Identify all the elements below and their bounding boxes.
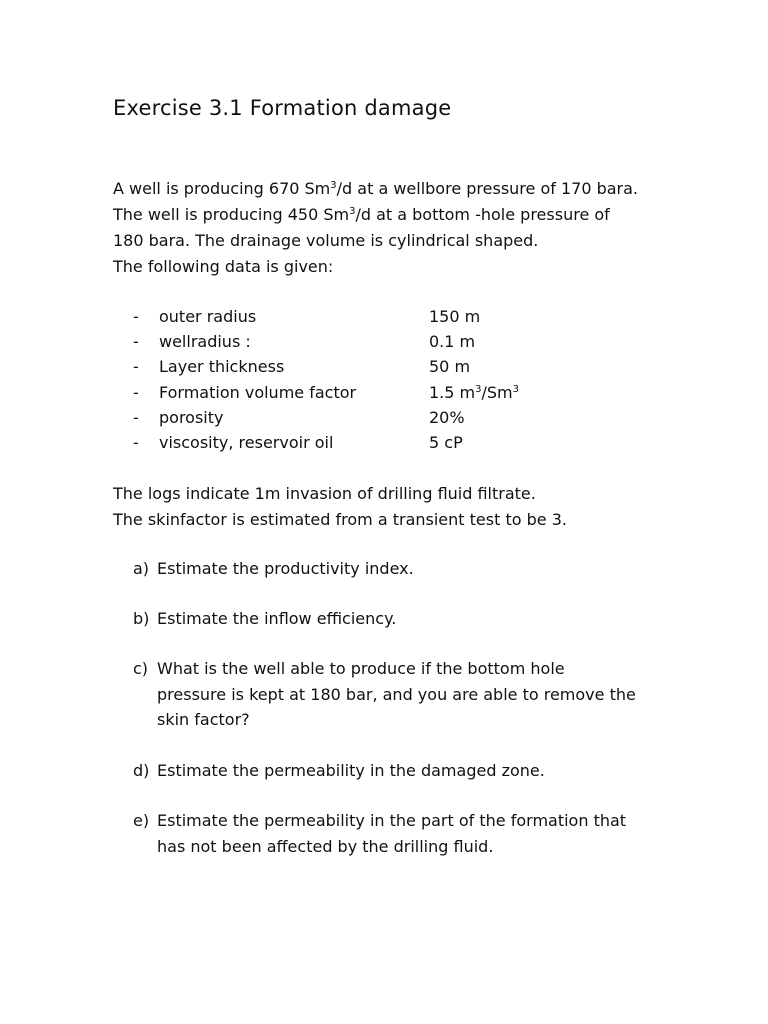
value-text-unit: /Sm: [481, 382, 513, 402]
data-item-layer-thickness: [133, 354, 633, 379]
data-value: 150 m: [429, 307, 481, 326]
list-dash: -: [133, 382, 139, 402]
data-label: viscosity, reservoir oil: [159, 432, 334, 452]
notes-paragraph: [113, 481, 567, 532]
question-marker: a): [133, 559, 150, 578]
note-line-1: The logs indicate 1m invasion of drilling fluid filtrate.: [113, 484, 536, 503]
intro-line-2: [113, 202, 638, 228]
question-text: [157, 656, 636, 733]
data-label: outer radius: [159, 307, 257, 326]
question-text: [157, 556, 414, 582]
question-marker: b): [133, 609, 150, 628]
question-text: [157, 758, 545, 784]
question-line: Estimate the productivity index.: [157, 559, 414, 578]
list-dash: -: [133, 357, 139, 377]
intro-line-2-text: The well is producing 450 Sm: [113, 205, 350, 224]
question-line: What is the well able to produce if the bottom hole: [157, 659, 565, 678]
question-line: pressure is kept at 180 bar, and you are able to remove the: [157, 684, 636, 704]
intro-line-1: [113, 176, 638, 202]
intro-line-2-text-end: /d at a bottom -hole pressure of: [355, 205, 610, 224]
given-data-list: [133, 304, 633, 455]
intro-line-1-text: A well is producing 670 Sm: [113, 179, 331, 198]
list-dash: -: [133, 407, 139, 427]
data-label: wellradius :: [159, 332, 251, 352]
data-label: Layer thickness: [159, 357, 285, 377]
intro-line-3: 180 bara. The drainage volume is cylindrical shaped.: [113, 231, 539, 250]
intro-line-1-superscript: 3: [330, 180, 337, 191]
intro-line-2-superscript: 3: [349, 206, 356, 217]
data-value: 5 cP: [429, 432, 463, 452]
question-line: Estimate the inflow efficiency.: [157, 609, 397, 628]
note-line-2: The skinfactor is estimated from a transient test to be 3.: [113, 509, 567, 529]
question-marker: d): [133, 761, 150, 780]
question-line: skin factor?: [157, 710, 250, 729]
value-superscript-unit: 3: [512, 383, 520, 395]
value-superscript: 3: [475, 383, 482, 395]
data-label: porosity: [159, 407, 224, 427]
question-text: [157, 606, 396, 632]
question-line: Estimate the permeability in the part of the formation that: [157, 811, 627, 830]
data-label: Formation volume factor: [159, 382, 357, 402]
question-text: [157, 808, 626, 859]
data-item-viscosity: [133, 430, 633, 455]
question-line: has not been affected by the drilling fluid.: [157, 836, 494, 856]
question-marker: e): [133, 811, 150, 830]
list-dash: -: [133, 432, 139, 452]
question-marker: c): [133, 659, 149, 678]
problem-intro: [113, 176, 638, 280]
data-value: 0.1 m: [429, 332, 476, 352]
list-dash: -: [133, 307, 139, 326]
intro-line-4: The following data is given:: [113, 257, 334, 276]
question-line: Estimate the permeability in the damaged zone.: [157, 761, 545, 780]
data-value: 50 m: [429, 357, 471, 377]
exercise-title: Exercise 3.1 Formation damage: [113, 96, 452, 120]
intro-line-1-text-end: /d at a wellbore pressure of 170 bara.: [336, 179, 639, 198]
value-text: 1.5 m: [429, 382, 476, 402]
data-item-wellradius: [133, 329, 633, 354]
data-item-porosity: [133, 405, 633, 430]
data-item-outer-radius: [133, 304, 633, 329]
data-value: 20%: [429, 407, 465, 427]
data-item-formation-volume-factor: [133, 380, 633, 405]
data-value: [429, 380, 519, 405]
list-dash: -: [133, 332, 139, 352]
